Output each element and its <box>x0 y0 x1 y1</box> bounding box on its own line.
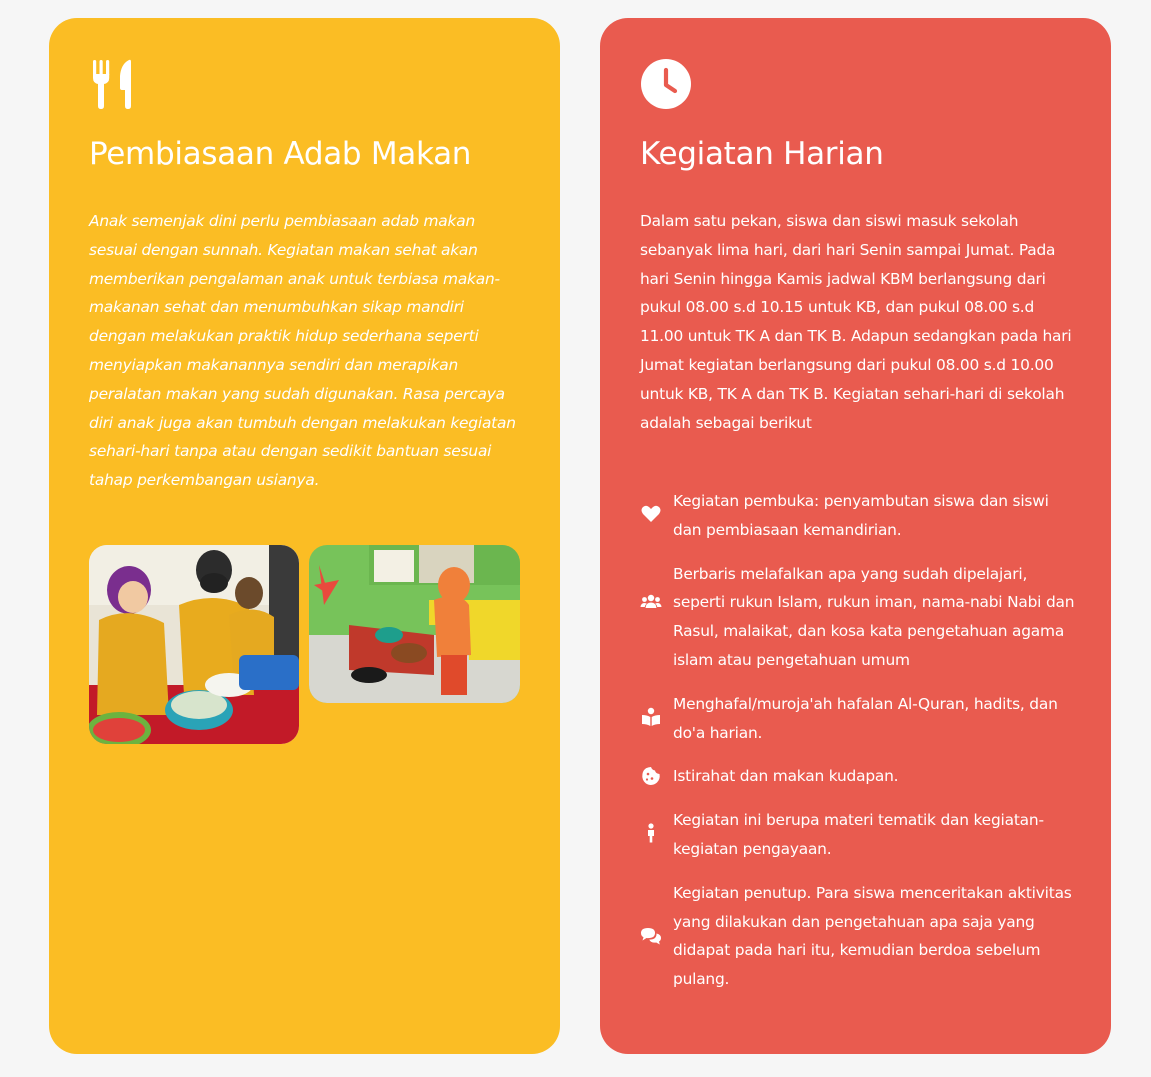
activity-list <box>640 487 1080 994</box>
photo-image <box>309 545 520 703</box>
card-description: Dalam satu pekan, siswa dan siswi masuk sekolah sebanyak lima hari, dari hari Senin sampai Jumat. Pada hari Senin hingga Kamis jadwal KBM berlangsung dari pukul 08.00 s.d 10.15 untuk KB, dan pukul 08.00 s.d 11.00 untuk TK A dan TK B. Adapun sedangkan pada hari Jumat kegiatan berlangsung dari pukul 08.00 s.d 10.00 untuk KB, TK A dan TK B. Kegiatan sehari-hari di sekolah adalah sebagai berikut <box>640 212 1072 432</box>
book-reader-icon <box>640 706 662 728</box>
list-item-text: Kegiatan penutup. Para siswa menceritakan aktivitas yang dilakukan dan pengetahuan apa saja yang didapat pada hari itu, kemudian berdoa sebelum pulang. <box>673 883 1072 989</box>
list-item <box>640 560 1080 675</box>
adab-makan-card <box>49 18 560 1054</box>
list-item-text: Istirahat dan makan kudapan. <box>673 767 899 786</box>
child-icon <box>640 822 662 844</box>
users-icon <box>640 591 662 613</box>
meal-preparation-photo <box>309 545 520 703</box>
comments-icon <box>640 925 662 947</box>
list-item <box>640 690 1080 748</box>
list-item-text: Kegiatan pembuka: penyambutan siswa dan siswi dan pembiasaan kemandirian. <box>673 492 1049 539</box>
kegiatan-harian-card <box>600 18 1111 1054</box>
photo-image <box>89 545 299 744</box>
list-item-text: Berbaris melafalkan apa yang sudah dipelajari, seperti rukun Islam, rukun iman, nama-nabi Nabi dan Rasul, malaikat, dan kosa kata pengetahuan agama islam atau pengetahuan umum <box>673 564 1075 669</box>
list-item <box>640 806 1080 864</box>
clock-icon <box>640 58 692 110</box>
list-item-text: Kegiatan ini berupa materi tematik dan kegiatan-kegiatan pengayaan. <box>673 811 1044 858</box>
utensils-icon <box>89 58 141 110</box>
eating-practice-photo <box>89 545 299 744</box>
list-item <box>640 487 1080 545</box>
card-title: Kegiatan Harian <box>640 136 884 172</box>
cookie-icon <box>640 765 662 787</box>
list-item-text: Menghafal/muroja'ah hafalan Al-Quran, hadits, dan do'a harian. <box>673 694 1058 742</box>
list-item <box>640 879 1080 994</box>
heart-icon <box>640 503 662 525</box>
card-title: Pembiasaan Adab Makan <box>89 136 472 172</box>
list-item <box>640 762 1080 791</box>
card-description: Anak semenjak dini perlu pembiasaan adab makan sesuai dengan sunnah. Kegiatan makan sehat akan memberikan pengalaman anak untuk terbiasa makan-makanan sehat dan menumbuhkan sikap mandiri dengan melakukan praktik hidup sederhana seperti menyiapkan makanannya sendiri dan merapikan peralatan makan yang sudah digunakan. Rasa percaya diri anak juga akan tumbuh dengan melakukan kegiatan sehari-hari tanpa atau dengan sedikit bantuan sesuai tahap perkembangan usianya. <box>89 212 516 490</box>
